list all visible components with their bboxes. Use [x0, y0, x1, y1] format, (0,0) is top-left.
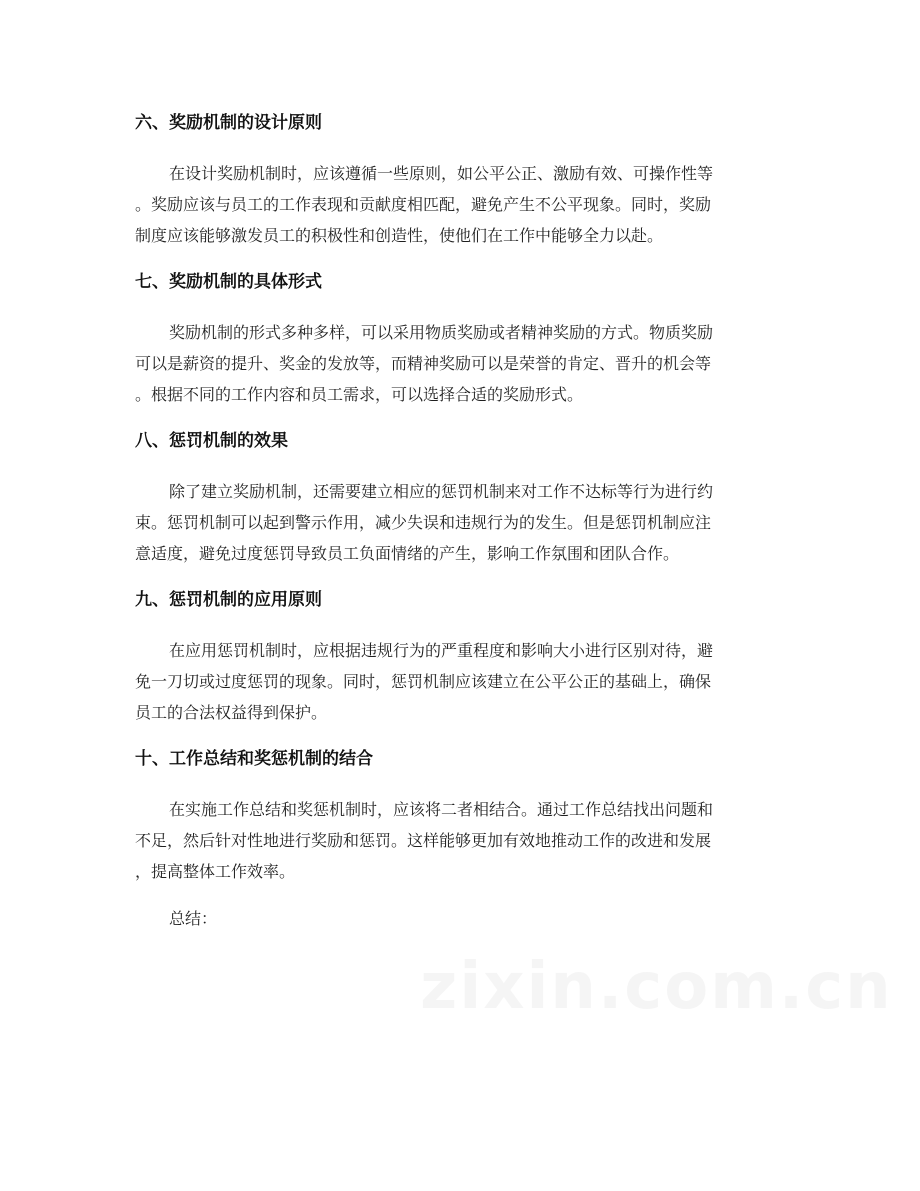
paragraph-line: 。奖励应该与员工的工作表现和贡献度相匹配，避免产生不公平现象。同时，奖励: [135, 195, 712, 214]
paragraph-line: 制度应该能够激发员工的积极性和创造性，使他们在工作中能够全力以赴。: [135, 226, 664, 245]
paragraph-line: 在应用惩罚机制时，应根据违规行为的严重程度和影响大小进行区别对待，避: [169, 641, 714, 660]
summary-label: 总结：: [169, 909, 218, 928]
section-6: [135, 108, 785, 267]
section-paragraph: [135, 635, 785, 728]
section-7: [135, 267, 785, 426]
paragraph-line: 免一刀切或过度惩罚的现象。同时，惩罚机制应该建立在公平公正的基础上，确保: [135, 672, 712, 691]
section-8: [135, 426, 785, 585]
paragraph-line: 在实施工作总结和奖惩机制时，应该将二者相结合。通过工作总结找出问题和: [169, 800, 714, 819]
section-10: [135, 744, 785, 903]
paragraph-line: 在设计奖励机制时，应该遵循一些原则，如公平公正、激励有效、可操作性等: [169, 164, 714, 183]
paragraph-line: 除了建立奖励机制，还需要建立相应的惩罚机制来对工作不达标等行为进行约: [169, 482, 714, 501]
section-heading: 六、奖励机制的设计原则: [135, 113, 322, 133]
paragraph-line: 意适度，避免过度惩罚导致员工负面情绪的产生，影响工作氛围和团队合作。: [135, 544, 680, 563]
document-content: [135, 108, 785, 934]
paragraph-line: 奖励机制的形式多种多样，可以采用物质奖励或者精神奖励的方式。物质奖励: [169, 323, 714, 342]
paragraph-line: 可以是薪资的提升、奖金的发放等，而精神奖励可以是荣誉的肯定、晋升的机会等: [135, 354, 712, 373]
section-paragraph: [135, 317, 785, 410]
paragraph-line: 员工的合法权益得到保护。: [135, 703, 328, 722]
paragraph-line: ，提高整体工作效率。: [135, 862, 296, 881]
section-paragraph: [135, 158, 785, 251]
section-heading: 八、惩罚机制的效果: [135, 431, 288, 451]
section-heading: 十、工作总结和奖惩机制的结合: [135, 749, 373, 769]
watermark: zixin.com.cn: [420, 950, 893, 1024]
section-paragraph: [135, 476, 785, 569]
section-heading: 九、惩罚机制的应用原则: [135, 590, 322, 610]
paragraph-line: 束。惩罚机制可以起到警示作用，减少失误和违规行为的发生。但是惩罚机制应注: [135, 513, 712, 532]
paragraph-line: 。根据不同的工作内容和员工需求，可以选择合适的奖励形式。: [135, 385, 584, 404]
paragraph-line: 不足，然后针对性地进行奖励和惩罚。这样能够更加有效地推动工作的改进和发展: [135, 831, 712, 850]
section-9: [135, 585, 785, 744]
section-heading: 七、奖励机制的具体形式: [135, 272, 322, 292]
section-paragraph: [135, 794, 785, 887]
